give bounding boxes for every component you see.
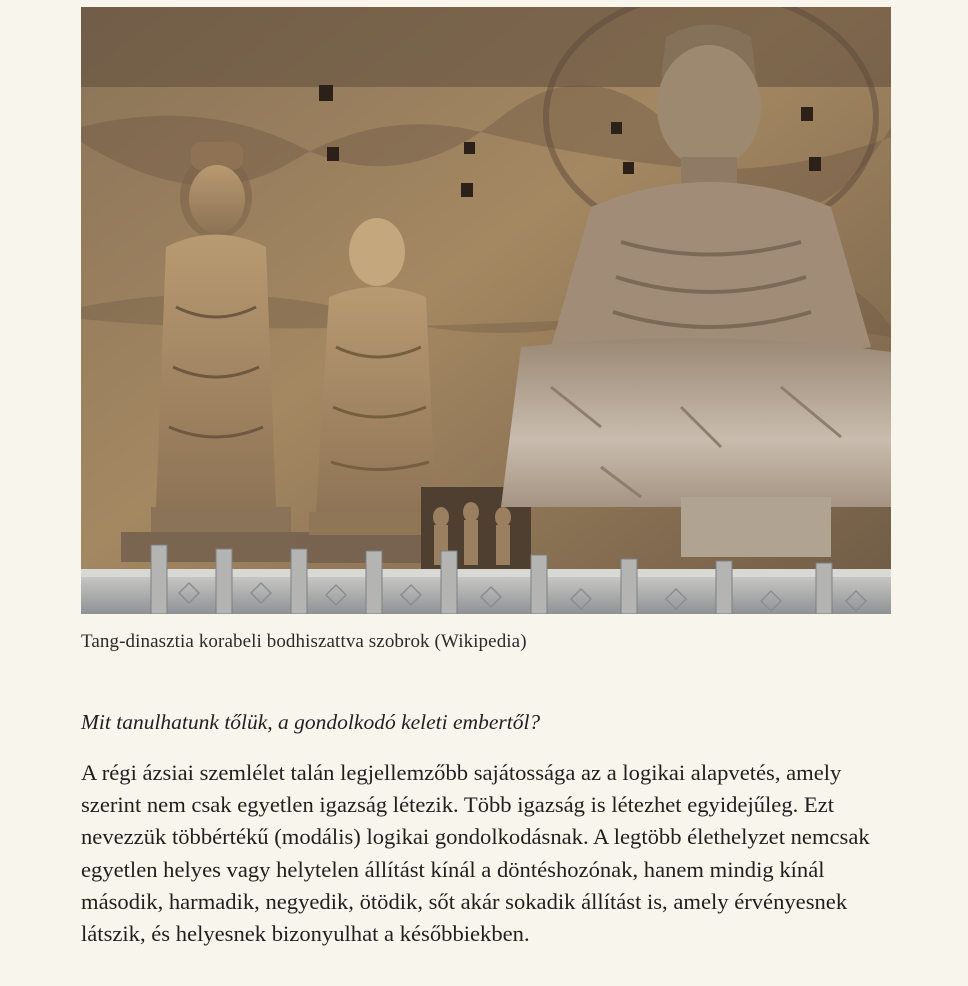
figure-caption: Tang-dinasztia korabeli bodhiszattva szobrok (Wikipedia) <box>81 631 527 652</box>
buddha-statues-image <box>81 7 891 614</box>
article-paragraph: A régi ázsiai szemlélet talán legjellemzőbb sajátossága az a logikai alapvetés, amely szerint nem csak egyetlen igazság létezik. Több igazság is létezhet egyidejűleg. Ezt nevezzük többértékű (modális) logikai gondolkodásnak. A legtöbb élethelyzet nemcsak egyetlen helyes vagy helytelen állítást kínál a döntéshozónak, hanem mindig kínál második, harmadik, negyedik, ötödik, sőt akár sokadik állítást is, amely érvényesnek látszik, és helyesnek bizonyulhat a későbbiekben. <box>81 760 870 947</box>
article-subheading: Mit tanulhatunk tőlük, a gondolkodó keleti embertől? <box>81 710 541 734</box>
article-photo <box>81 7 891 614</box>
